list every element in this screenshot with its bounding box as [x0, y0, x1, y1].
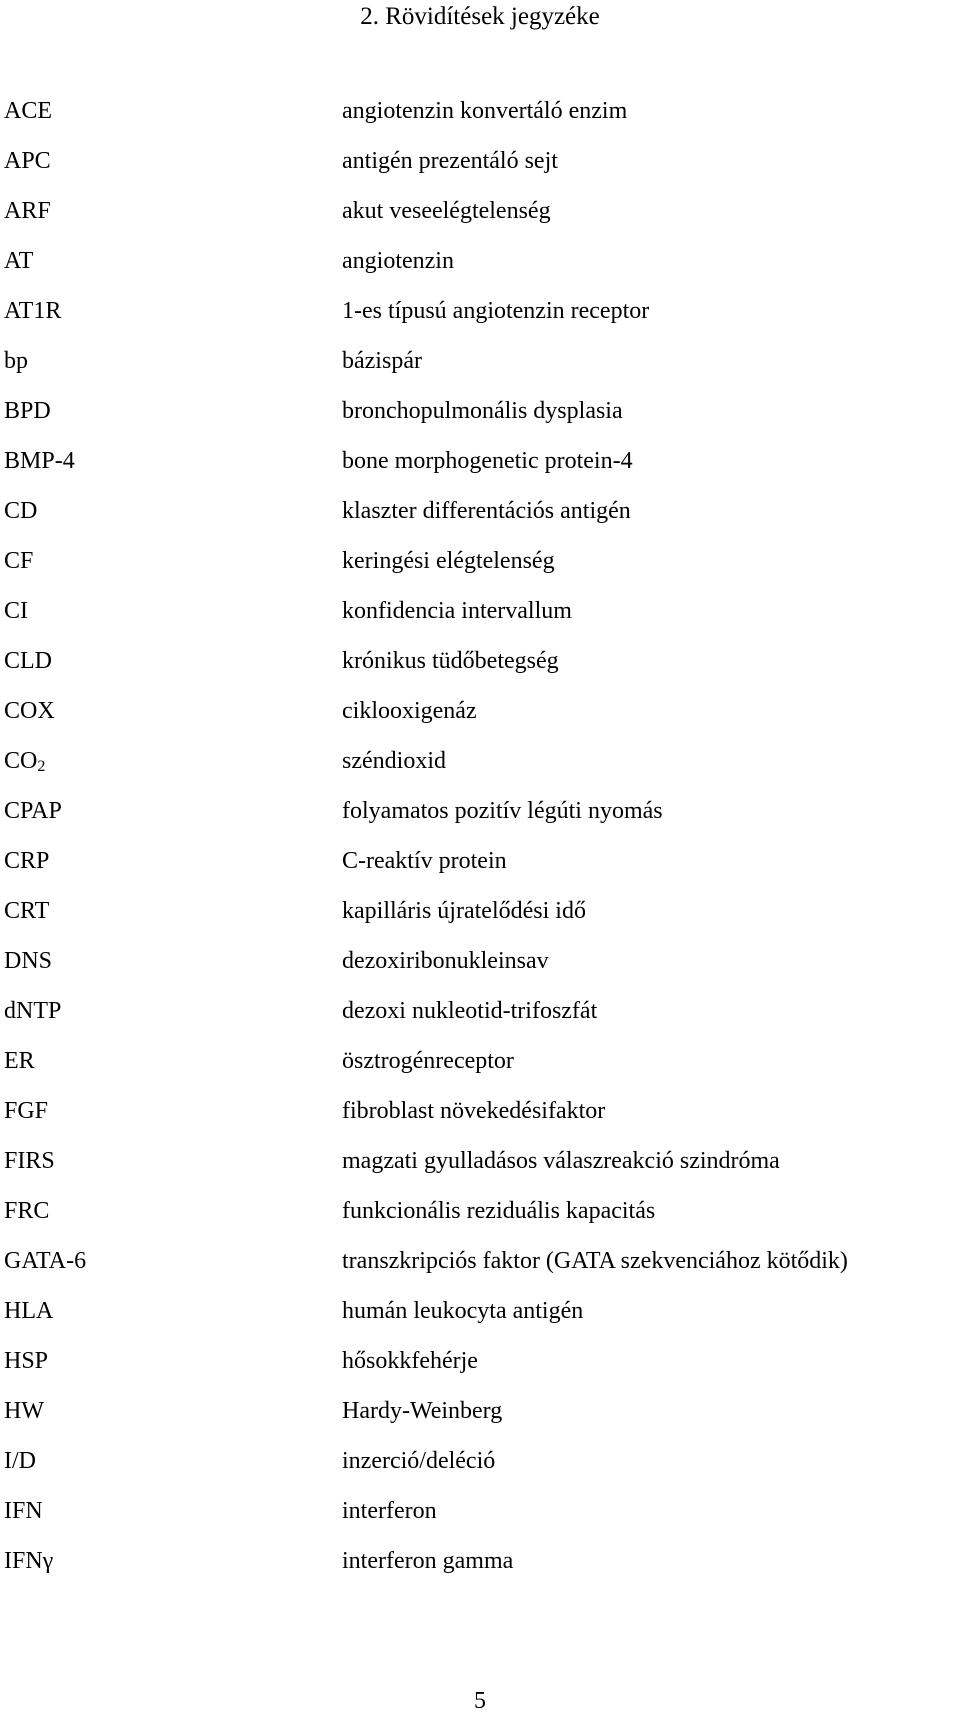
- abbreviation: FRC: [4, 1198, 50, 1224]
- abbreviation: ER: [4, 1048, 35, 1074]
- abbreviation: BPD: [4, 398, 51, 424]
- abbreviation: BMP-4: [4, 448, 75, 474]
- abbreviation: IFNγ: [4, 1548, 54, 1574]
- list-item: [0, 196, 960, 246]
- abbreviation: CPAP: [4, 798, 62, 824]
- definition: transzkripciós faktor (GATA szekvenciához kötődik): [342, 1248, 848, 1274]
- abbreviation: DNS: [4, 948, 53, 974]
- definition: bázispár: [342, 348, 422, 374]
- abbreviation: AT: [4, 248, 34, 274]
- abbreviation-list: [0, 96, 960, 1596]
- list-item: [0, 146, 960, 196]
- list-item: [0, 396, 960, 446]
- definition: fibroblast növekedésifaktor: [342, 1098, 606, 1124]
- abbreviation: ACE: [4, 98, 52, 124]
- list-item: [0, 1046, 960, 1096]
- abbreviation-base: CO: [4, 748, 38, 774]
- definition: folyamatos pozitív légúti nyomás: [342, 798, 663, 824]
- list-item: [0, 1096, 960, 1146]
- definition: 1-es típusú angiotenzin receptor: [342, 298, 650, 324]
- subscript: 2: [37, 758, 46, 775]
- definition: dezoxiribonukleinsav: [342, 948, 549, 974]
- definition: ciklooxigenáz: [342, 698, 477, 724]
- list-item: [0, 346, 960, 396]
- abbreviation: GATA-6: [4, 1248, 87, 1274]
- definition: akut veseelégtelenség: [342, 198, 551, 224]
- definition: interferon gamma: [342, 1548, 514, 1574]
- list-item: [0, 496, 960, 546]
- definition: ösztrogénreceptor: [342, 1048, 514, 1074]
- list-item: [0, 596, 960, 646]
- definition: Hardy-Weinberg: [342, 1398, 503, 1424]
- list-item: [0, 696, 960, 746]
- abbreviation: bp: [4, 348, 28, 374]
- definition: klaszter differentációs antigén: [342, 498, 631, 524]
- list-item: [0, 546, 960, 596]
- list-item: [0, 296, 960, 346]
- page-number: 5: [474, 1688, 486, 1714]
- list-item: [0, 1146, 960, 1196]
- list-item: [0, 1446, 960, 1496]
- abbreviation: CRT: [4, 898, 50, 924]
- list-item: [0, 1546, 960, 1596]
- abbreviation: I/D: [4, 1448, 36, 1474]
- list-item: [0, 946, 960, 996]
- abbreviation: FIRS: [4, 1148, 55, 1174]
- definition: magzati gyulladásos válaszreakció szindróma: [342, 1148, 780, 1174]
- abbreviation: CI: [4, 598, 28, 624]
- abbreviation: COX: [4, 698, 55, 724]
- list-item: [0, 846, 960, 896]
- abbreviation: [4, 746, 45, 782]
- abbreviation: CRP: [4, 848, 50, 874]
- definition: konfidencia intervallum: [342, 598, 572, 624]
- abbreviation: CLD: [4, 648, 52, 674]
- abbreviation: CF: [4, 548, 34, 574]
- list-item: [0, 646, 960, 696]
- definition: kapilláris újratelődési idő: [342, 898, 586, 924]
- abbreviation: FGF: [4, 1098, 49, 1124]
- definition: krónikus tüdőbetegség: [342, 648, 559, 674]
- definition: antigén prezentáló sejt: [342, 148, 558, 174]
- definition: humán leukocyta antigén: [342, 1298, 584, 1324]
- list-item: [0, 1246, 960, 1296]
- abbreviation: dNTP: [4, 998, 62, 1024]
- abbreviation: APC: [4, 148, 51, 174]
- list-item: [0, 896, 960, 946]
- abbreviation: HSP: [4, 1348, 49, 1374]
- definition: keringési elégtelenség: [342, 548, 555, 574]
- abbreviation: AT1R: [4, 298, 62, 324]
- definition: C-reaktív protein: [342, 848, 507, 874]
- list-item: [0, 746, 960, 796]
- page-title: 2. Rövidítések jegyzéke: [360, 3, 600, 30]
- list-item: [0, 1396, 960, 1446]
- list-item: [0, 1496, 960, 1546]
- abbreviation: HLA: [4, 1298, 54, 1324]
- definition: interferon: [342, 1498, 437, 1524]
- list-item: [0, 246, 960, 296]
- definition: inzerció/deléció: [342, 1448, 496, 1474]
- abbreviation: IFN: [4, 1498, 43, 1524]
- list-item: [0, 1296, 960, 1346]
- definition: funkcionális reziduális kapacitás: [342, 1198, 656, 1224]
- abbreviation: ARF: [4, 198, 51, 224]
- definition: bronchopulmonális dysplasia: [342, 398, 623, 424]
- definition: dezoxi nukleotid-trifoszfát: [342, 998, 598, 1024]
- abbreviation: CD: [4, 498, 38, 524]
- list-item: [0, 96, 960, 146]
- definition: hősokkfehérje: [342, 1348, 478, 1374]
- abbreviation: HW: [4, 1398, 44, 1424]
- list-item: [0, 446, 960, 496]
- list-item: [0, 1196, 960, 1246]
- list-item: [0, 1346, 960, 1396]
- definition: angiotenzin konvertáló enzim: [342, 98, 628, 124]
- list-item: [0, 996, 960, 1046]
- definition: bone morphogenetic protein-4: [342, 448, 633, 474]
- definition: széndioxid: [342, 748, 446, 774]
- definition: angiotenzin: [342, 248, 454, 274]
- list-item: [0, 796, 960, 846]
